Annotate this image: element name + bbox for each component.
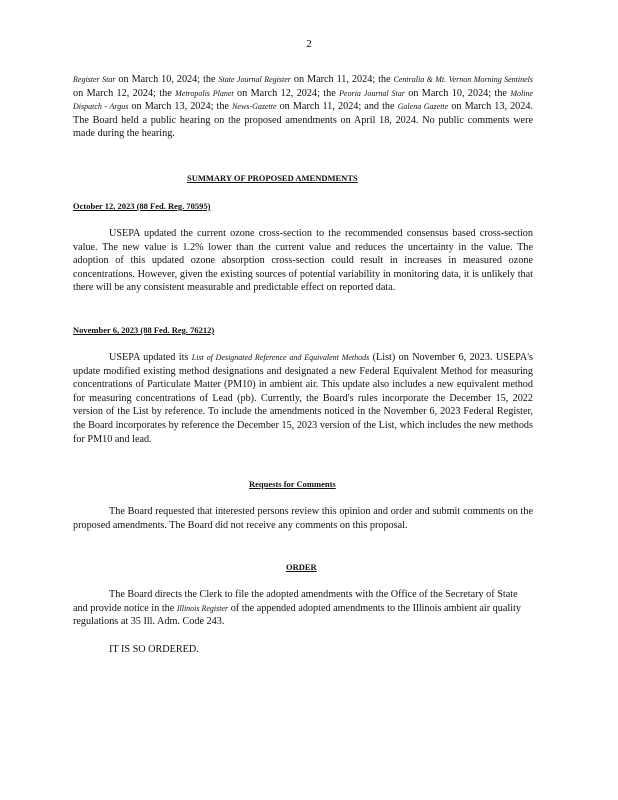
text-run: USEPA updated its: [109, 352, 192, 363]
italic-title: Centralia & Mt. Vernon Morning Sentinels: [393, 75, 534, 84]
text-run: on March 11, 2024; and the: [276, 101, 398, 113]
text-run: (List) on November 6, 2023. USEPA's update modified existing method designations and designated a new Federal Equivalent Method for measuring concentrations of Particulate Matter (PM10) in ambient air. This update also includes a new equivalent method for measuring concentrations of Lead (pb). Currently, the Board's rules incorporate the December 15, 2022 version of the List by reference. To include the amendments noticed in the November 6, 2023 Federal Register, the Board incorporates by reference the December 15, 2023 version of the List, which includes the new methods for PM10 and lead.: [73, 352, 533, 445]
text-run: on March 10, 2024; the: [404, 87, 511, 99]
italic-title: Peoria Journal Star: [339, 88, 405, 98]
text-run: on March 13, 2024; the: [128, 101, 233, 113]
october-heading: October 12, 2023 (88 Fed. Reg. 70595): [73, 201, 211, 211]
italic-title: News-Gazette: [232, 102, 277, 112]
closing-statement: IT IS SO ORDERED.: [109, 644, 199, 655]
italic-title: Register Star: [73, 75, 116, 84]
text-run: on March 13, 2024. The Board held a public hearing on the proposed amendments on April 18, 2024. No public comments were made during the hearing.: [73, 101, 534, 140]
text-run: on March 12, 2024; the: [73, 87, 176, 99]
text-run: on March 12, 2024; the: [233, 87, 340, 99]
november-paragraph: [73, 351, 533, 446]
text-run: of the appended adopted amendments to the Illinois ambient air quality regulations at 35 Ill. Adm. Code 243.: [73, 602, 521, 628]
page-number: 2: [306, 38, 312, 50]
order-paragraph: [73, 588, 533, 629]
october-paragraph: USEPA updated the current ozone cross-section to the recommended consensus based cross-section value. The new value is 1.2% lower than the current value and reduces the uncertainty in the value. The adoption of this updated ozone absorption cross-section could result in increases in measured ozone concentrations. However, given the existing sources of potential variability in monitoring data, it is unlikely that there will be any consistent measurable and predictable effect on reported data.: [73, 228, 533, 294]
text-run: on March 10, 2024; the: [115, 74, 219, 85]
italic-title: Illinois Register: [176, 603, 229, 613]
italic-title: State Journal Register: [218, 75, 291, 84]
italic-title: List of Designated Reference and Equivalent Methods: [191, 353, 370, 362]
november-heading: November 6, 2023 (88 Fed. Reg. 76212): [73, 325, 215, 335]
text-run: The Board directs the Clerk to file the adopted amendments with the Office of the Secretary of State and provide notice in the: [73, 589, 518, 614]
requests-paragraph: The Board requested that interested persons review this opinion and order and submit comments on the proposed amendments. The Board did not receive any comments on this proposal.: [73, 506, 533, 531]
italic-title: Metropolis Planet: [175, 88, 234, 98]
italic-title: Galena Gazette: [397, 102, 449, 112]
requests-heading: Requests for Comments: [249, 479, 336, 489]
text-run: on March 11, 2024; the: [290, 74, 394, 85]
italic-title: Moline Dispatch - Argus: [73, 88, 534, 112]
order-heading: ORDER: [286, 562, 317, 572]
summary-heading: SUMMARY OF PROPOSED AMENDMENTS: [187, 173, 358, 183]
intro-paragraph: [73, 73, 533, 141]
